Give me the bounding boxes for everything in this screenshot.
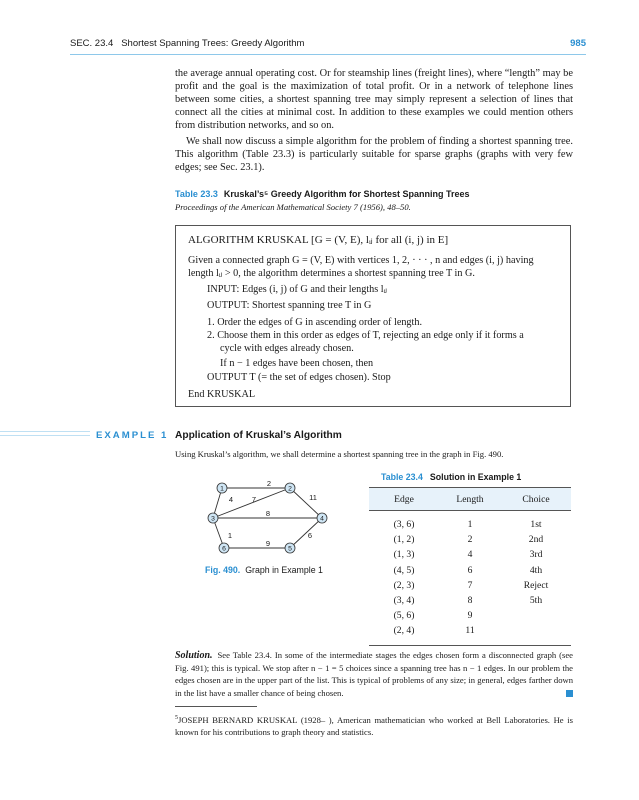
footnote-rule (175, 706, 257, 707)
edge-label-1-2: 2 (266, 479, 272, 488)
example-title: Application of Kruskal’s Algorithm (175, 430, 342, 441)
edge-label-1-3: 4 (228, 495, 234, 504)
cell-edge: (3, 4) (393, 595, 415, 607)
paragraph-2-text: We shall now discuss a simple algorithm for the problem of finding a shortest spanning tree. This algorithm (Table 23.3) is particularly suitable for sparse graphs (graphs with very few edges; see Sec. 23.1). (175, 136, 573, 174)
footnote (175, 712, 573, 738)
table-row (369, 578, 571, 593)
figure-caption (205, 565, 323, 575)
header-rule (70, 54, 586, 55)
vertex-label-4: 4 (320, 515, 324, 523)
running-header (70, 38, 586, 52)
algorithm-box (175, 225, 571, 407)
vertex-label-6: 6 (222, 545, 226, 553)
cell-choice: 5th (529, 595, 543, 607)
cell-edge: (2, 4) (369, 623, 439, 645)
edge-label-2-4: 11 (309, 493, 317, 502)
cell-length: 8 (467, 595, 473, 607)
vertex-label-2: 2 (288, 485, 292, 493)
table-row (369, 563, 571, 578)
cell-choice: 2nd (528, 534, 544, 546)
table-row (369, 608, 571, 623)
solution-label: Solution. (175, 650, 213, 661)
cell-length: 4 (467, 549, 473, 561)
solution-paragraph (175, 649, 573, 699)
table-23-4-caption (381, 472, 521, 482)
table-23-3-caption (175, 189, 469, 199)
footnote-mark: 5 (175, 715, 178, 721)
vertex-label-1: 1 (220, 485, 224, 493)
algorithm-step-1: 1. Order the edges of G in ascending order of length. (207, 317, 423, 328)
algorithm-intro-line-1: Given a connected graph G = (V, E) with vertices 1, 2, · · · , n and edges (i, j) having (188, 255, 534, 266)
cell-edge: (5, 6) (393, 610, 415, 622)
end-of-example-square (566, 690, 573, 697)
cell-length: 2 (467, 534, 473, 546)
table-row (369, 532, 571, 547)
cell-edge: (4, 5) (393, 564, 415, 576)
table-header-row (369, 488, 571, 511)
cell-length: 7 (467, 579, 473, 591)
cell-choice: 3rd (529, 549, 543, 561)
algorithm-title: ALGORITHM KRUSKAL [G = (V, E), lᵢⱼ for all (i, j) in E] (188, 234, 449, 246)
edge-label-5-6: 9 (265, 539, 271, 548)
edge-label-3-4: 8 (265, 509, 271, 518)
example-rule (0, 431, 90, 433)
table-row (369, 547, 571, 562)
table-23-3-source: Proceedings of the American Mathematical Society 7 (1956), 48–50. (175, 202, 411, 212)
cell-choice: 1st (530, 519, 542, 531)
table-23-3-number: Table 23.3 (175, 189, 218, 199)
cell-length: 11 (439, 623, 501, 645)
figure-number: Fig. 490. (205, 565, 241, 575)
algorithm-condition: If n − 1 edges have been chosen, then (220, 358, 374, 369)
cell-edge: (2, 3) (393, 579, 415, 591)
table-row (369, 623, 571, 645)
cell-choice (501, 608, 571, 623)
algorithm-end: End KRUSKAL (188, 389, 256, 400)
cell-edge: (1, 2) (393, 534, 415, 546)
table-23-4-title: Solution in Example 1 (429, 472, 522, 482)
cell-choice: 4th (529, 564, 543, 576)
page-number: 985 (570, 38, 586, 49)
vertex-label-3: 3 (211, 515, 215, 523)
paragraph-1 (175, 67, 573, 132)
cell-length: 9 (467, 610, 473, 622)
table-row (369, 511, 571, 533)
solution-table (369, 487, 571, 646)
algorithm-step-2: 2. Choose them in this order as edges of T, rejecting an edge only if it forms a (207, 330, 524, 341)
cell-choice: Reject (523, 579, 549, 591)
algorithm-step-2-cont: cycle with edges already chosen. (220, 343, 354, 354)
graph-figure-490 (196, 475, 346, 560)
paragraph-1-text: the average annual operating cost. Or for steamship lines (freight lines), where “length” may be profit and the goal is the maximization of total profit. Or in a network of telephone lines between some cities, a shortest spanning tree may simply represent a selection of lines that connect all the cities at minimal cost. In addition to these examples we could mention others from distribution networks, and so on. (175, 68, 573, 132)
cell-choice (501, 623, 571, 645)
column-header-choice: Choice (501, 488, 571, 511)
edge-2-4 (288, 485, 322, 518)
example-label: EXAMPLE 1 (96, 430, 169, 441)
table-23-4-number: Table 23.4 (381, 472, 423, 482)
algorithm-final-output: OUTPUT T (= the set of edges chosen). Stop (207, 372, 391, 383)
example-rule-2 (0, 435, 90, 436)
algorithm-input: INPUT: Edges (i, j) of G and their lengths lᵢⱼ (207, 284, 388, 295)
table-23-3-title: Kruskal’s⁵ Greedy Algorithm for Shortest Spanning Trees (223, 189, 470, 199)
example-intro: Using Kruskal’s algorithm, we shall determine a shortest spanning tree in the graph in Fig. 490. (175, 449, 504, 459)
edge-4-5 (290, 515, 324, 548)
cell-edge: (1, 3) (393, 549, 415, 561)
algorithm-intro-line-2: length lᵢⱼ > 0, the algorithm determines a shortest spanning tree T in G. (188, 268, 475, 279)
column-header-length: Length (439, 488, 501, 511)
edge-label-4-5: 6 (307, 531, 313, 540)
algorithm-output: OUTPUT: Shortest spanning tree T in G (207, 300, 372, 311)
section-title: SEC. 23.4 Shortest Spanning Trees: Greedy Algorithm (70, 38, 305, 49)
cell-length: 6 (467, 564, 473, 576)
figure-caption-text: Graph in Example 1 (245, 565, 323, 575)
table-row (369, 593, 571, 608)
column-header-edge: Edge (369, 488, 439, 511)
footnote-text: JOSEPH BERNARD KRUSKAL (1928– ), American mathematician who worked at Bell Laboratories. He is known for his contributions to graph theory and statistics. (175, 714, 573, 737)
edge-label-2-3: 7 (251, 495, 257, 504)
cell-length: 1 (467, 519, 473, 531)
edge-label-3-6: 1 (227, 531, 233, 540)
solution-text: See Table 23.4. In some of the intermediate stages the edges chosen form a disconnected graph (see Fig. 491); this is typical. We stop after n − 1 = 5 choices since a spanning tree has n − 1 edges. In our problem the edges chosen are in the upper part of the list. This is typical of problems of any size; in general, edges farther down in the list have a smaller chance of being chosen. (175, 650, 573, 698)
paragraph-2 (175, 135, 573, 174)
cell-edge: (3, 6) (393, 519, 415, 531)
vertex-label-5: 5 (288, 545, 292, 553)
